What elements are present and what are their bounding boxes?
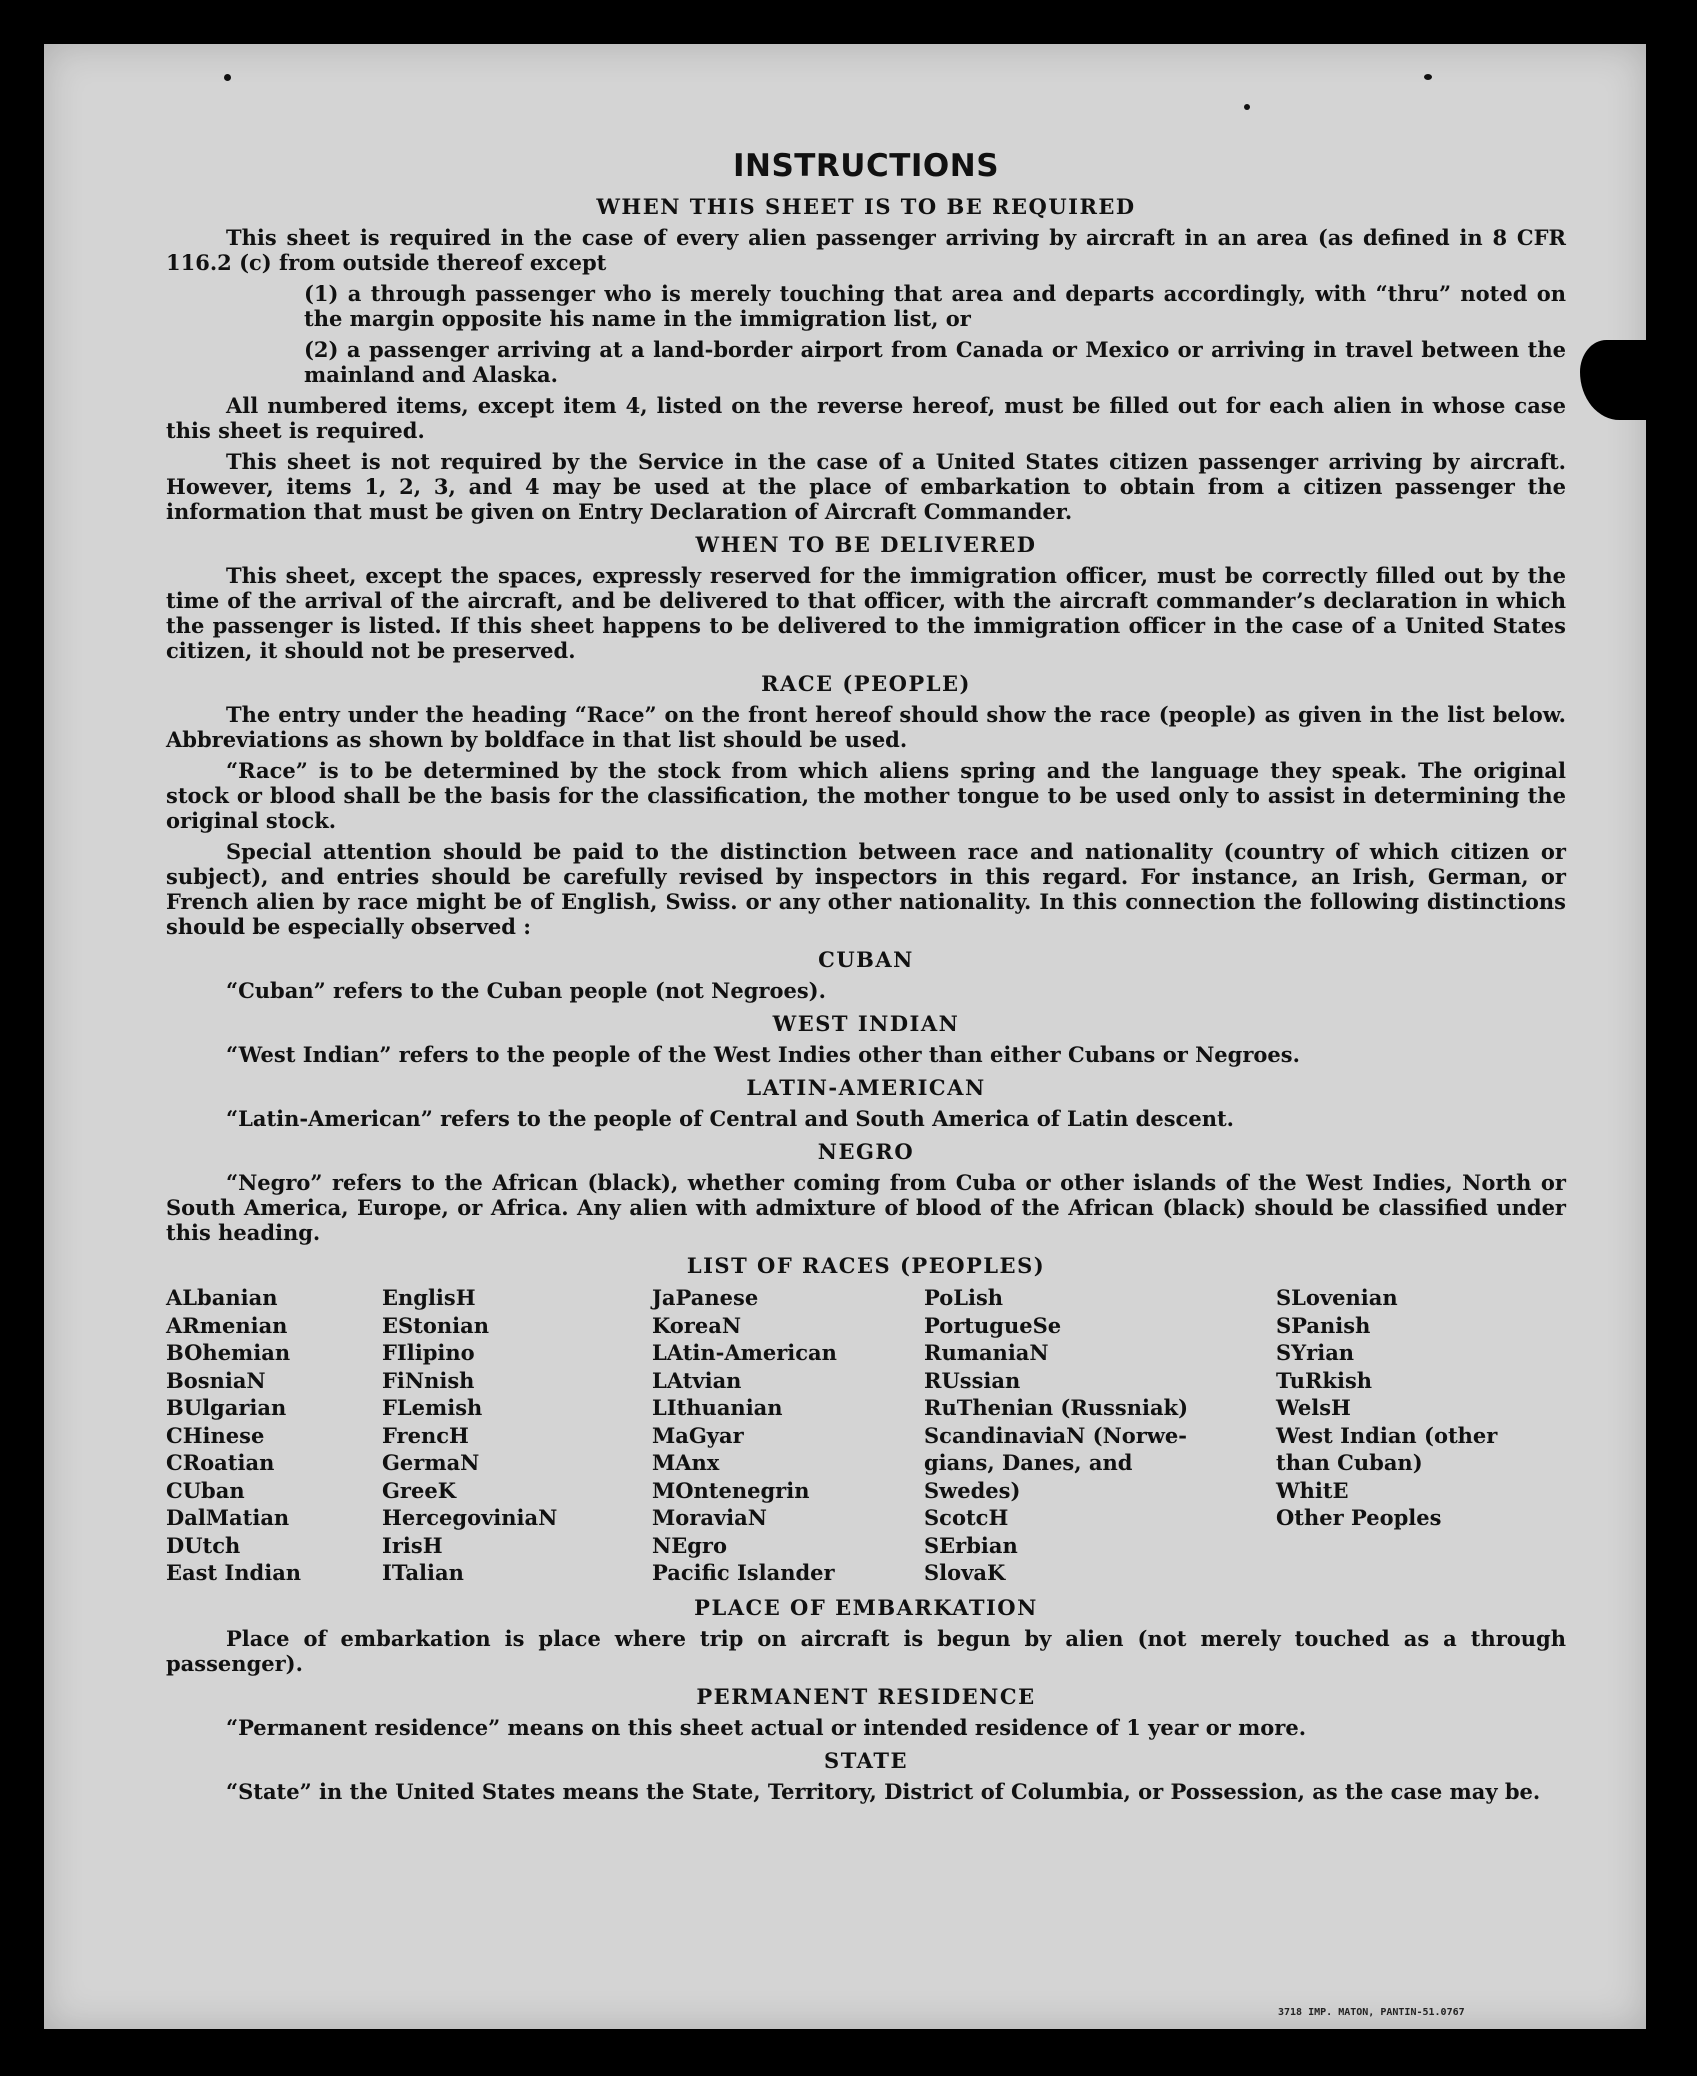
races-column-4 <box>924 1284 1276 1587</box>
printer-footer: 3718 IMP. MATON, PANTIN-51.0767 <box>1278 2007 1465 2018</box>
race-entry: RumaniaN <box>924 1340 1049 1365</box>
race-entry: FLemish <box>382 1395 483 1420</box>
paragraph: This sheet is not required by the Service in the case of a United States citizen passenger arriving by aircraft. However, items 1, 2, 3, and 4 may be used at the place of embarkation to obtain from a citizen passenger the information that must be given on Entry Declaration of Aircraft Commander. <box>166 449 1566 524</box>
race-entry: East Indian <box>166 1560 302 1585</box>
races-column-2 <box>382 1284 652 1587</box>
race-entry: KoreaN <box>652 1312 742 1338</box>
race-entry: MAnx <box>652 1450 720 1475</box>
race-entry: SLovenian <box>1276 1285 1398 1310</box>
race-entry: BUlgarian <box>166 1395 287 1420</box>
race-entry: WelsH <box>1276 1395 1351 1420</box>
race-entry: RUssian <box>924 1367 1021 1393</box>
section-heading-when-delivered: WHEN TO BE DELIVERED <box>695 532 1037 557</box>
race-entry: PortugueSe <box>924 1312 1062 1338</box>
paragraph: “Negro” refers to the African (black), whether coming from Cuba or other islands of the West Indies, North or South America, Europe, or Africa. Any alien with admixture of blood of the African (black) should be classified under this heading. <box>166 1170 1566 1245</box>
race-entry: PoLish <box>924 1285 1004 1310</box>
races-list <box>166 1284 1566 1587</box>
document-sheet <box>44 44 1646 2029</box>
race-entry: SYrian <box>1276 1340 1355 1365</box>
paragraph: The entry under the heading “Race” on the front hereof should show the race (people) as given in the list below. Abbreviations as shown by boldface in that list should be used. <box>166 702 1566 752</box>
paragraph: This sheet, except the spaces, expressly reserved for the immigration officer, must be correctly filled out by the time of the arrival of the aircraft, and be delivered to that officer, with the aircraft commander’s declaration in which the passenger is listed. If this sheet happens to be delivered to the immigration officer in the case of a United States citizen, it should not be preserved. <box>166 563 1566 663</box>
paragraph: “Latin-American” refers to the people of Central and South America of Latin descent. <box>226 1106 1234 1131</box>
race-entry: MaGyar <box>652 1422 744 1448</box>
paragraph: All numbered items, except item 4, listed on the reverse hereof, must be filled out for each alien in whose case this sheet is required. <box>166 393 1566 443</box>
race-entry: EnglisH <box>382 1285 476 1310</box>
race-entry: CHinese <box>166 1422 265 1448</box>
page-title: INSTRUCTIONS <box>732 148 1000 184</box>
paragraph: Special attention should be paid to the distinction between race and nationality (country of which citizen or subject), and entries should be carefully revised by inspectors in this regard. For instance, an Irish, German, or French alien by race might be of English, Swiss. or any other nationality. In this connection the following distinctions should be especially observed : <box>166 839 1566 939</box>
race-entry: DalMatian <box>166 1505 290 1530</box>
section-heading-race: RACE (PEOPLE) <box>761 671 971 696</box>
speck-mark <box>224 74 231 81</box>
list-item: (1) a through passenger who is merely touching that area and departs accordingly, with “thru” noted on the margin opposite his name in the immigration list, or <box>304 281 1566 331</box>
section-heading-latin-american: LATIN-AMERICAN <box>746 1075 986 1100</box>
section-heading-list-of-races: LIST OF RACES (PEOPLES) <box>686 1253 1046 1278</box>
race-entry: CRoatian <box>166 1450 275 1475</box>
instructions-content <box>166 106 1566 1810</box>
race-entry: LAtin-American <box>652 1340 837 1365</box>
race-entry: WhitE <box>1276 1477 1349 1503</box>
races-column-3 <box>652 1284 924 1587</box>
race-entry: BOhemian <box>166 1340 291 1365</box>
race-entry: ALbanian <box>166 1285 278 1310</box>
section-heading-cuban: CUBAN <box>818 947 914 972</box>
race-entry: SPanish <box>1276 1312 1371 1338</box>
race-entry: Other Peoples <box>1276 1505 1442 1530</box>
section-heading-west-indian: WEST INDIAN <box>772 1011 960 1036</box>
paragraph: “State” in the United States means the State, Territory, District of Columbia, or Possession, as the case may be. <box>226 1778 1541 1804</box>
race-entry: GreeK <box>382 1477 456 1503</box>
race-entry: ARmenian <box>166 1312 288 1338</box>
race-entry: Swedes) <box>924 1477 1021 1503</box>
race-entry: MOntenegrin <box>652 1477 810 1503</box>
race-entry: RuThenian (Russniak) <box>924 1395 1189 1420</box>
race-entry: ScandinaviaN (Norwe- <box>924 1422 1188 1448</box>
race-entry: SlovaK <box>924 1560 1006 1585</box>
race-entry: DUtch <box>166 1532 241 1558</box>
paragraph: “Race” is to be determined by the stock from which aliens spring and the language they speak. The original stock or blood shall be the basis for the classification, the mother tongue to be used only to assist in determining the original stock. <box>166 758 1566 833</box>
section-heading-state: STATE <box>824 1747 908 1773</box>
race-entry: NEgro <box>652 1532 727 1558</box>
races-column-1 <box>166 1284 382 1587</box>
race-entry: BosniaN <box>166 1367 266 1393</box>
race-entry: FrencH <box>382 1422 469 1448</box>
section-heading-negro: NEGRO <box>817 1139 915 1164</box>
race-entry: TuRkish <box>1276 1367 1373 1393</box>
race-entry: ITalian <box>382 1560 464 1585</box>
paragraph: “Permanent residence” means on this sheet actual or intended residence of 1 year or more. <box>226 1714 1307 1740</box>
race-entry: EStonian <box>382 1312 489 1338</box>
paragraph: “West Indian” refers to the people of the West Indies other than either Cubans or Negroes. <box>226 1042 1300 1067</box>
race-entry: GermaN <box>382 1450 480 1475</box>
race-entry: FIlipino <box>382 1340 475 1365</box>
race-entry: HercegoviniaN <box>382 1505 558 1530</box>
race-entry: LAtvian <box>652 1367 742 1393</box>
section-heading-embarkation: PLACE OF EMBARKATION <box>694 1594 1038 1620</box>
race-entry: JaPanese <box>652 1285 759 1310</box>
speck-mark <box>1424 74 1432 80</box>
race-entry: MoraviaN <box>652 1505 767 1530</box>
paragraph: “Cuban” refers to the Cuban people (not Negroes). <box>226 978 826 1003</box>
race-entry: ScotcH <box>924 1505 1009 1530</box>
section-heading-when-required: WHEN THIS SHEET IS TO BE REQUIRED <box>596 194 1136 219</box>
races-column-5 <box>1276 1284 1546 1587</box>
race-entry: Pacific Islander <box>652 1560 835 1585</box>
race-entry: CUban <box>166 1477 245 1503</box>
race-entry: IrisH <box>382 1532 443 1558</box>
race-entry: FiNnish <box>382 1367 475 1393</box>
race-entry: LIthuanian <box>652 1395 783 1420</box>
paragraph: Place of embarkation is place where trip on aircraft is begun by alien (not merely touched as a through passenger). <box>166 1625 1566 1676</box>
list-item: (2) a passenger arriving at a land-border airport from Canada or Mexico or arriving in travel between the mainland and Alaska. <box>304 337 1566 387</box>
section-heading-residence: PERMANENT RESIDENCE <box>696 1683 1036 1709</box>
race-entry: gians, Danes, and <box>924 1450 1133 1475</box>
paragraph: This sheet is required in the case of every alien passenger arriving by aircraft in an area (as defined in 8 CFR 116.2 (c) from outside thereof except <box>166 225 1566 275</box>
race-entry: SErbian <box>924 1532 1018 1558</box>
race-entry: West Indian (other <box>1276 1422 1498 1448</box>
race-entry: than Cuban) <box>1276 1450 1423 1475</box>
